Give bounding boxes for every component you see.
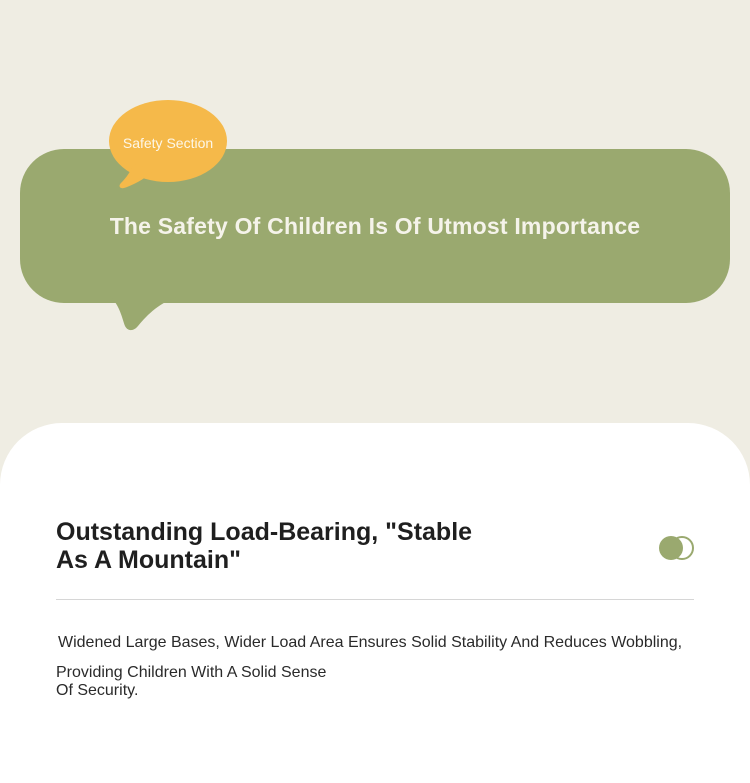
banner-tail xyxy=(100,296,190,336)
overlapping-circles-icon[interactable] xyxy=(658,535,698,561)
feature-description-line1: Widened Large Bases, Wider Load Area Ensures Solid Stability And Reduces Wobbling, xyxy=(58,634,683,651)
section-tag-label: Safety Section xyxy=(122,135,214,151)
banner-title: The Safety Of Children Is Of Utmost Importance xyxy=(109,213,641,239)
feature-description-line2: Providing Children With A Solid Sense Of Security. xyxy=(56,664,327,699)
section-tag-tail xyxy=(118,164,158,192)
feature-title: Outstanding Load-Bearing, "Stable As A Mountain" xyxy=(56,518,473,574)
divider xyxy=(56,599,694,600)
feature-card xyxy=(0,423,750,783)
